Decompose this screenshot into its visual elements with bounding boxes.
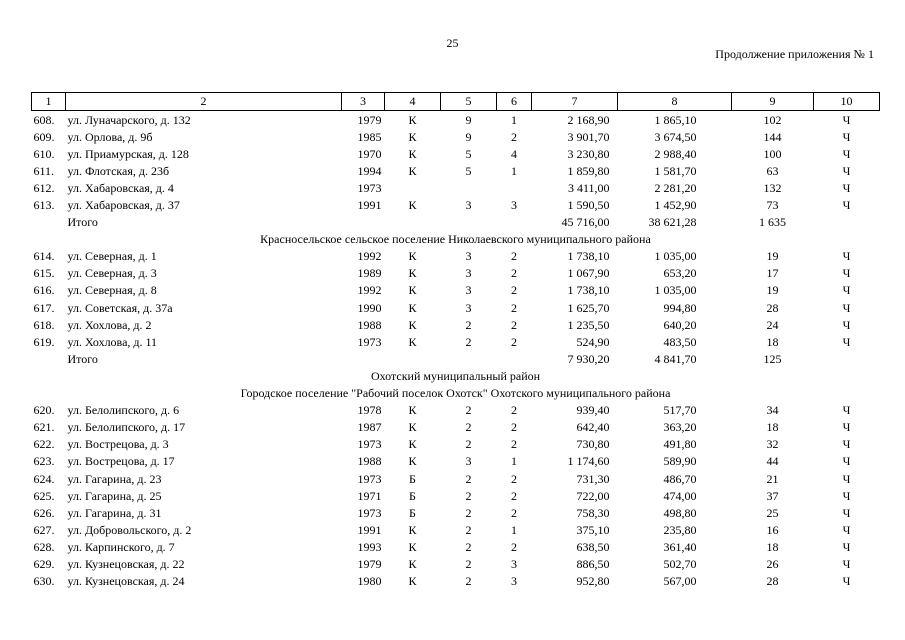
row-number-cell: 613. (33, 198, 55, 213)
wall-material-cell: К (408, 539, 417, 554)
floors-cell: 3 (465, 266, 472, 281)
section-heading: Красносельское сельское поселение Николаевского муниципального района (260, 232, 651, 247)
wall-material-cell: К (408, 163, 417, 178)
total-row (32, 214, 880, 231)
living-area-cell: 502,70 (663, 556, 697, 571)
year-built-cell: 1985 (357, 129, 382, 144)
address-cell: ул. Северная, д. 8 (67, 283, 157, 298)
wall-material-cell: К (408, 556, 417, 571)
floors-cell: 2 (465, 403, 472, 418)
entrances-cell: 3 (511, 556, 517, 571)
wall-material-cell: Б (409, 488, 416, 503)
floors-cell: 2 (465, 471, 472, 486)
address-cell: ул. Орлова, д. 9б (67, 129, 153, 144)
living-area-cell: 2 281,20 (654, 180, 697, 195)
row-number-cell: 628. (33, 539, 55, 554)
row-number-cell: 616. (33, 283, 55, 298)
year-built-cell: 1970 (357, 146, 382, 161)
total-area-cell: 731,30 (576, 471, 610, 486)
column-header-5: 5 (441, 93, 497, 111)
total-area-cell: 375,10 (576, 522, 610, 537)
address-cell: ул. Вострецова, д. 17 (67, 454, 175, 469)
ownership-type-cell: Ч (842, 403, 851, 418)
total-area-cell: 1 859,80 (567, 163, 610, 178)
year-built-cell: 1973 (357, 180, 382, 195)
column-header-4: 4 (385, 93, 441, 111)
column-number-header-row (32, 93, 880, 111)
year-built-cell: 1973 (357, 334, 382, 349)
address-cell: ул. Хабаровская, д. 37 (67, 198, 180, 213)
entrances-cell: 2 (511, 505, 517, 520)
ownership-type-cell: Ч (842, 454, 851, 469)
residents-cell: 17 (766, 266, 779, 281)
appendix-continuation-label: Продолжение приложения № 1 (715, 47, 874, 61)
total-area-cell: 1 738,10 (567, 249, 610, 264)
year-built-cell: 1994 (357, 163, 382, 178)
entrances-cell: 2 (511, 317, 517, 332)
entrances-cell (497, 214, 532, 231)
wall-material-cell (385, 179, 441, 196)
total-area-cell: 939,40 (576, 403, 610, 418)
address-cell: ул. Хохлова, д. 2 (67, 317, 152, 332)
row-number-cell: 614. (33, 249, 55, 264)
column-header-6: 6 (497, 93, 532, 111)
row-number-cell: 619. (33, 334, 55, 349)
total-area-cell: 3 901,70 (567, 129, 610, 144)
table-row (32, 179, 880, 196)
living-area-cell: 3 674,50 (654, 129, 697, 144)
column-header-1: 1 (32, 93, 66, 111)
address-cell: ул. Хабаровская, д. 4 (67, 180, 174, 195)
floors-cell: 3 (465, 249, 472, 264)
entrances-cell: 1 (511, 112, 517, 127)
living-area-cell: 517,70 (663, 403, 697, 418)
wall-material-cell (385, 214, 441, 231)
residents-cell: 125 (763, 351, 782, 366)
year-built-cell: 1992 (357, 283, 382, 298)
section-heading-row (32, 231, 880, 248)
row-number-cell: 630. (33, 574, 55, 589)
total-area-cell: 2 168,90 (567, 112, 610, 127)
row-number-cell: 617. (33, 300, 55, 315)
address-cell: ул. Приамурская, д. 128 (67, 146, 189, 161)
section-heading-row (32, 385, 880, 402)
living-area-cell: 474,00 (663, 488, 697, 503)
total-area-cell: 1 067,90 (567, 266, 610, 281)
ownership-type-cell: Ч (842, 146, 851, 161)
address-cell: ул. Луначарского, д. 132 (67, 112, 191, 127)
wall-material-cell: К (408, 146, 417, 161)
table-row (32, 521, 880, 538)
table-row (32, 573, 880, 590)
total-area-cell: 1 174,60 (567, 454, 610, 469)
floors-cell: 2 (465, 556, 472, 571)
row-number-cell: 621. (33, 420, 55, 435)
living-area-cell: 235,80 (663, 522, 697, 537)
floors-cell: 9 (465, 129, 472, 144)
year-built-cell: 1988 (357, 454, 382, 469)
table-row (32, 162, 880, 179)
ownership-type-cell: Ч (842, 505, 851, 520)
table-row (32, 419, 880, 436)
row-number-cell: 611. (33, 163, 55, 178)
total-area-cell: 1 738,10 (567, 283, 610, 298)
entrances-cell: 1 (511, 454, 517, 469)
ownership-type-cell: Ч (842, 317, 851, 332)
total-area-cell: 758,30 (576, 505, 610, 520)
section-heading-row (32, 367, 880, 384)
ownership-type-cell: Ч (842, 283, 851, 298)
row-number-cell: 615. (33, 266, 55, 281)
year-built-cell: 1978 (357, 403, 382, 418)
floors-cell (441, 179, 497, 196)
residents-cell: 18 (766, 539, 779, 554)
row-number-cell: 625. (33, 488, 55, 503)
residents-cell: 37 (766, 488, 779, 503)
address-cell: ул. Гагарина, д. 25 (67, 488, 162, 503)
floors-cell: 2 (465, 522, 472, 537)
row-number-cell: 608. (33, 112, 55, 127)
living-area-cell: 1 035,00 (654, 283, 697, 298)
table-row (32, 555, 880, 572)
housing-table (31, 92, 880, 590)
table-row (32, 145, 880, 162)
section-heading: Охотский муниципальный район (370, 368, 541, 383)
row-number-cell: 623. (33, 454, 55, 469)
residents-cell: 24 (766, 317, 779, 332)
total-area-cell: 952,80 (576, 574, 610, 589)
column-header-10: 10 (814, 93, 880, 111)
table-row (32, 111, 880, 129)
total-area-cell: 3 230,80 (567, 146, 610, 161)
entrances-cell: 2 (511, 471, 517, 486)
total-label: Итого (67, 215, 98, 230)
entrances-cell: 1 (511, 522, 517, 537)
row-number-cell: 626. (33, 505, 55, 520)
wall-material-cell: К (408, 574, 417, 589)
living-area-cell: 2 988,40 (654, 146, 697, 161)
row-number-cell: 627. (33, 522, 55, 537)
residents-cell: 32 (766, 437, 779, 452)
address-cell: ул. Гагарина, д. 23 (67, 471, 162, 486)
total-row (32, 350, 880, 367)
year-built-cell: 1980 (357, 574, 382, 589)
address-cell: ул. Советская, д. 37а (67, 300, 173, 315)
address-cell: ул. Хохлова, д. 11 (67, 334, 158, 349)
year-built-cell: 1979 (357, 112, 382, 127)
living-area-cell: 1 452,90 (654, 198, 697, 213)
floors-cell: 2 (465, 420, 472, 435)
ownership-type-cell: Ч (842, 437, 851, 452)
column-header-7: 7 (532, 93, 618, 111)
total-area-cell: 638,50 (576, 539, 610, 554)
entrances-cell (497, 179, 532, 196)
living-area-cell: 1 865,10 (654, 112, 697, 127)
wall-material-cell: К (408, 129, 417, 144)
residents-cell: 102 (763, 112, 782, 127)
total-area-cell: 7 930,20 (567, 351, 610, 366)
total-area-cell: 3 411,00 (567, 180, 610, 195)
entrances-cell: 4 (511, 146, 517, 161)
wall-material-cell (385, 350, 441, 367)
address-cell: ул. Белолипского, д. 6 (67, 403, 180, 418)
floors-cell: 2 (465, 488, 472, 503)
living-area-cell: 1 581,70 (654, 163, 697, 178)
residents-cell: 16 (766, 522, 779, 537)
table-row (32, 128, 880, 145)
wall-material-cell: Б (409, 471, 416, 486)
floors-cell (441, 350, 497, 367)
row-number-cell: 612. (33, 180, 55, 195)
table-row (32, 248, 880, 265)
ownership-type-cell (814, 350, 880, 367)
year-built-cell: 1987 (357, 420, 382, 435)
wall-material-cell: К (408, 317, 417, 332)
table-row (32, 316, 880, 333)
residents-cell: 28 (766, 300, 779, 315)
living-area-cell: 498,80 (663, 505, 697, 520)
ownership-type-cell: Ч (842, 539, 851, 554)
table-row (32, 402, 880, 419)
table-row (32, 265, 880, 282)
year-built-cell: 1991 (357, 198, 382, 213)
entrances-cell: 2 (511, 283, 517, 298)
table-row (32, 470, 880, 487)
year-built-cell: 1989 (357, 266, 382, 281)
row-number-cell (32, 350, 66, 367)
total-label: Итого (67, 351, 98, 366)
total-area-cell: 524,90 (576, 334, 610, 349)
row-number-cell: 624. (33, 471, 55, 486)
address-cell: ул. Кузнецовская, д. 24 (67, 574, 185, 589)
address-cell: ул. Северная, д. 3 (67, 266, 157, 281)
residents-cell: 34 (766, 403, 779, 418)
living-area-cell: 483,50 (663, 334, 697, 349)
year-built-cell (342, 214, 385, 231)
residents-cell: 25 (766, 505, 779, 520)
wall-material-cell: К (408, 403, 417, 418)
living-area-cell: 363,20 (663, 420, 697, 435)
ownership-type-cell: Ч (842, 556, 851, 571)
address-cell: ул. Кузнецовская, д. 22 (67, 556, 185, 571)
table-row (32, 436, 880, 453)
table-row (32, 196, 880, 213)
total-area-cell: 722,00 (576, 488, 610, 503)
residents-cell: 21 (766, 471, 779, 486)
floors-cell: 2 (465, 317, 472, 332)
total-area-cell: 1 625,70 (567, 300, 610, 315)
year-built-cell: 1971 (357, 488, 382, 503)
wall-material-cell: К (408, 283, 417, 298)
residents-cell: 19 (766, 283, 779, 298)
column-header-2: 2 (66, 93, 342, 111)
total-area-cell: 642,40 (576, 420, 610, 435)
total-area-cell: 886,50 (576, 556, 610, 571)
ownership-type-cell: Ч (842, 112, 851, 127)
wall-material-cell: К (408, 249, 417, 264)
total-area-cell: 45 716,00 (561, 215, 610, 230)
wall-material-cell: К (408, 454, 417, 469)
floors-cell: 2 (465, 539, 472, 554)
entrances-cell (497, 350, 532, 367)
table-row (32, 504, 880, 521)
floors-cell: 3 (465, 283, 472, 298)
living-area-cell: 491,80 (663, 437, 697, 452)
entrances-cell: 2 (511, 488, 517, 503)
wall-material-cell: К (408, 522, 417, 537)
living-area-cell: 640,20 (663, 317, 697, 332)
wall-material-cell: К (408, 300, 417, 315)
row-number-cell: 610. (33, 146, 55, 161)
living-area-cell: 567,00 (663, 574, 697, 589)
row-number-cell: 609. (33, 129, 55, 144)
residents-cell: 18 (766, 334, 779, 349)
floors-cell: 2 (465, 574, 472, 589)
year-built-cell: 1990 (357, 300, 382, 315)
ownership-type-cell: Ч (842, 198, 851, 213)
floors-cell: 9 (465, 112, 472, 127)
table-row (32, 453, 880, 470)
total-area-cell: 1 590,50 (567, 198, 610, 213)
table-row (32, 299, 880, 316)
year-built-cell: 1988 (357, 317, 382, 332)
residents-cell: 100 (763, 146, 782, 161)
entrances-cell: 2 (511, 266, 517, 281)
entrances-cell: 2 (511, 129, 517, 144)
floors-cell: 3 (465, 198, 472, 213)
table-body (32, 111, 880, 590)
floors-cell: 3 (465, 454, 472, 469)
residents-cell: 73 (766, 198, 779, 213)
residents-cell: 28 (766, 574, 779, 589)
living-area-cell: 361,40 (663, 539, 697, 554)
living-area-cell: 653,20 (663, 266, 697, 281)
wall-material-cell: К (408, 420, 417, 435)
row-number-cell: 622. (33, 437, 55, 452)
residents-cell: 18 (766, 420, 779, 435)
year-built-cell: 1973 (357, 505, 382, 520)
year-built-cell: 1979 (357, 556, 382, 571)
entrances-cell: 2 (511, 249, 517, 264)
column-header-3: 3 (342, 93, 385, 111)
floors-cell: 2 (465, 334, 472, 349)
address-cell: ул. Вострецова, д. 3 (67, 437, 169, 452)
wall-material-cell: Б (409, 505, 416, 520)
year-built-cell: 1973 (357, 437, 382, 452)
table-row (32, 333, 880, 350)
floors-cell: 2 (465, 505, 472, 520)
address-cell: ул. Белолипского, д. 17 (67, 420, 186, 435)
ownership-type-cell: Ч (842, 163, 851, 178)
row-number-cell: 620. (33, 403, 55, 418)
living-area-cell: 38 621,28 (648, 215, 697, 230)
residents-cell: 26 (766, 556, 779, 571)
year-built-cell: 1993 (357, 539, 382, 554)
ownership-type-cell: Ч (842, 522, 851, 537)
ownership-type-cell: Ч (842, 488, 851, 503)
floors-cell (441, 214, 497, 231)
address-cell: ул. Добровольского, д. 2 (67, 522, 192, 537)
residents-cell: 44 (766, 454, 779, 469)
ownership-type-cell: Ч (842, 180, 851, 195)
floors-cell: 5 (465, 163, 472, 178)
residents-cell: 1 635 (759, 215, 786, 230)
floors-cell: 3 (465, 300, 472, 315)
address-cell: ул. Северная, д. 1 (67, 249, 157, 264)
ownership-type-cell: Ч (842, 266, 851, 281)
entrances-cell: 2 (511, 420, 517, 435)
entrances-cell: 2 (511, 334, 517, 349)
year-built-cell (342, 350, 385, 367)
entrances-cell: 2 (511, 403, 517, 418)
page-number: 25 (446, 36, 459, 50)
entrances-cell: 2 (511, 539, 517, 554)
wall-material-cell: К (408, 198, 417, 213)
row-number-cell: 629. (33, 556, 55, 571)
ownership-type-cell (814, 214, 880, 231)
ownership-type-cell: Ч (842, 300, 851, 315)
floors-cell: 5 (465, 146, 472, 161)
column-header-9: 9 (732, 93, 814, 111)
year-built-cell: 1992 (357, 249, 382, 264)
ownership-type-cell: Ч (842, 574, 851, 589)
residents-cell: 132 (763, 180, 782, 195)
column-header-8: 8 (618, 93, 732, 111)
address-cell: ул. Карпинского, д. 7 (67, 539, 175, 554)
address-cell: ул. Гагарина, д. 31 (67, 505, 162, 520)
living-area-cell: 589,90 (663, 454, 697, 469)
residents-cell: 19 (766, 249, 779, 264)
year-built-cell: 1991 (357, 522, 382, 537)
ownership-type-cell: Ч (842, 334, 851, 349)
living-area-cell: 994,80 (663, 300, 697, 315)
entrances-cell: 2 (511, 300, 517, 315)
residents-cell: 63 (766, 163, 779, 178)
section-heading: Городское поселение "Рабочий поселок Охотск" Охотского муниципального района (240, 386, 671, 401)
ownership-type-cell: Ч (842, 249, 851, 264)
floors-cell: 2 (465, 437, 472, 452)
residents-cell: 144 (763, 129, 782, 144)
entrances-cell: 1 (511, 163, 517, 178)
table-row (32, 538, 880, 555)
ownership-type-cell: Ч (842, 471, 851, 486)
year-built-cell: 1973 (357, 471, 382, 486)
living-area-cell: 4 841,70 (654, 351, 697, 366)
wall-material-cell: К (408, 266, 417, 281)
row-number-cell (32, 214, 66, 231)
table-row (32, 282, 880, 299)
wall-material-cell: К (408, 112, 417, 127)
ownership-type-cell: Ч (842, 129, 851, 144)
entrances-cell: 2 (511, 437, 517, 452)
total-area-cell: 1 235,50 (567, 317, 610, 332)
wall-material-cell: К (408, 334, 417, 349)
living-area-cell: 1 035,00 (654, 249, 697, 264)
total-area-cell: 730,80 (576, 437, 610, 452)
entrances-cell: 3 (511, 574, 517, 589)
entrances-cell: 3 (511, 198, 517, 213)
ownership-type-cell: Ч (842, 420, 851, 435)
wall-material-cell: К (408, 437, 417, 452)
row-number-cell: 618. (33, 317, 55, 332)
living-area-cell: 486,70 (663, 471, 697, 486)
address-cell: ул. Флотская, д. 23б (67, 163, 170, 178)
table-row (32, 487, 880, 504)
